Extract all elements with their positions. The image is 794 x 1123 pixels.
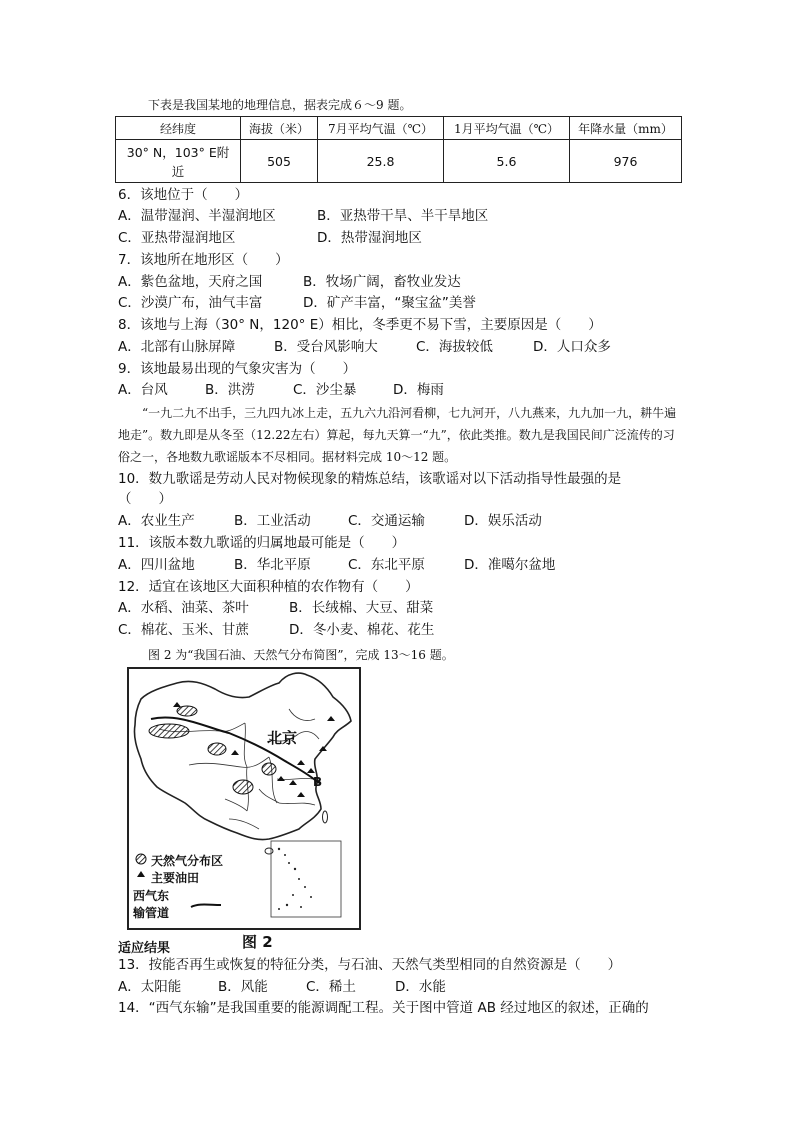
legend-pipe-line1: 西气东 [133, 889, 170, 903]
q8-stem: 8．该地与上海（30° N，120° E）相比，冬季更不易下雪，主要原因是（ ） [118, 317, 602, 333]
q10-option-c: C．交通运输 [348, 513, 425, 529]
south-sea-inset [271, 841, 341, 917]
q7-stem: 7．该地所在地形区（ ） [118, 252, 289, 268]
q6-stem: 6．该地位于（ ） [118, 187, 249, 203]
coord-line-2: 近 [171, 164, 185, 179]
q13-stem: 13．按能否再生或恢复的特征分类，与石油、天然气类型相同的自然资源是（ ） [118, 957, 622, 973]
q10-stem: 10．数九歌谣是劳动人民对物候现象的精炼总结，该歌谣对以下活动指导性最强的是 [118, 471, 622, 487]
legend-gas-symbol [136, 854, 146, 864]
legend-oil-symbol [137, 871, 145, 877]
q11-option-b: B．华北平原 [234, 557, 311, 573]
header-coordinates: 经纬度 [116, 117, 241, 140]
q12-stem: 12．适宜在该地区大面积种植的农作物有（ ） [118, 579, 419, 595]
passage-shujiu [118, 402, 678, 468]
table-header-row [116, 117, 682, 140]
header-elevation: 海拔（米） [241, 117, 318, 140]
q11-option-d: D．准噶尔盆地 [464, 557, 556, 573]
q10-option-d: D．娱乐活动 [464, 513, 542, 529]
q8-option-b: B．受台风影响大 [274, 339, 378, 355]
label-b: B [313, 775, 323, 789]
cell-precipitation: 976 [570, 140, 682, 183]
gas-area-qaidam [208, 743, 226, 755]
q13-option-a: A．太阳能 [118, 979, 182, 995]
legend-pipe-line2: 输管道 [133, 906, 170, 920]
q13-option-c: C．稀土 [306, 979, 356, 995]
gas-area-tarim [149, 724, 189, 738]
legend-pipe-symbol [191, 905, 221, 908]
label-beijing: 北京 [267, 729, 298, 747]
coord-line-1: 30° N，103° E附 [126, 145, 230, 160]
q11-option-a: A．四川盆地 [118, 557, 195, 573]
cell-jan-temp: 5.6 [444, 140, 570, 183]
q13-option-b: B．风能 [218, 979, 268, 995]
q6-option-b: B．亚热带干旱、半干旱地区 [317, 208, 489, 224]
q7-option-d: D．矿产丰富，“聚宝盆”美誉 [303, 295, 476, 311]
q7-option-b: B．牧场广阔，畜牧业发达 [303, 274, 461, 290]
legend-oil: 主要油田 [151, 871, 200, 885]
hainan-island [265, 848, 273, 854]
passage-text: “一九二九不出手，三九四九冰上走，五九六九沿河看柳，七九河开，八九燕来，九九加一九，耕牛遍地走”。数九即是从冬至（12.22左右）算起，每九天算一“九”，依此类推。数九是我国民间广泛流传的习俗之一，各地数九歌谣版本不尽相同。据材料完成 10～12 题。 [118, 406, 677, 464]
q6-option-d: D．热带湿润地区 [317, 230, 422, 246]
header-july-temp: 7月平均气温（℃） [318, 117, 444, 140]
q9-option-b: B．洪涝 [205, 382, 255, 398]
q9-option-a: A．台风 [118, 382, 168, 398]
q10-option-b: B．工业活动 [234, 513, 311, 529]
section-intro-6-9: 下表是我国某地的地理信息，据表完成６～9 题。 [148, 98, 412, 112]
table-row [116, 140, 682, 183]
cell-coordinates [116, 140, 241, 183]
cutoff-text: 适应结果 [118, 941, 171, 956]
q6-option-a: A．温带湿润、半湿润地区 [118, 208, 276, 224]
q8-option-c: C．海拔较低 [416, 339, 493, 355]
q10-option-a: A．农业生产 [118, 513, 195, 529]
q14-stem: 14．“西气东输”是我国重要的能源调配工程。关于图中管道 AB 经过地区的叙述，正确的 [118, 1000, 649, 1016]
cell-july-temp: 25.8 [318, 140, 444, 183]
q12-option-b: B．长绒棉、大豆、甜菜 [289, 600, 434, 616]
geo-info-table [115, 116, 682, 183]
header-precipitation: 年降水量（mm） [570, 117, 682, 140]
header-jan-temp: 1月平均气温（℃） [444, 117, 570, 140]
q10-stem-blank: （ ） [118, 491, 172, 507]
q9-option-c: C．沙尘暴 [293, 382, 357, 398]
oil-gas-map [127, 667, 361, 930]
q12-option-d: D．冬小麦、棉花、花生 [289, 622, 435, 638]
taiwan-island [323, 811, 328, 823]
q6-option-c: C．亚热带湿润地区 [118, 230, 236, 246]
gas-area-junggar [177, 706, 197, 716]
legend-gas: 天然气分布区 [151, 854, 224, 868]
q7-option-a: A．紫色盆地，天府之国 [118, 274, 263, 290]
q9-option-d: D．梅雨 [393, 382, 444, 398]
china-outline [134, 673, 351, 839]
gas-area-ordos [262, 763, 276, 775]
cell-elevation: 505 [241, 140, 318, 183]
section-intro-13-16: 图 2 为“我国石油、天然气分布简图”，完成 13～16 题。 [148, 648, 454, 662]
q11-option-c: C．东北平原 [348, 557, 425, 573]
q8-option-d: D．人口众多 [533, 339, 611, 355]
q13-option-d: D．水能 [395, 979, 446, 995]
figure-caption: 图 2 [242, 933, 273, 951]
q8-option-a: A．北部有山脉屏障 [118, 339, 236, 355]
gas-area-sichuan [233, 780, 253, 794]
q12-option-a: A．水稻、油菜、茶叶 [118, 600, 249, 616]
q9-stem: 9．该地最易出现的气象灾害为（ ） [118, 361, 357, 377]
q12-option-c: C．棉花、玉米、甘蔗 [118, 622, 249, 638]
q11-stem: 11．该版本数九歌谣的归属地最可能是（ ） [118, 535, 406, 551]
q7-option-c: C．沙漠广布，油气丰富 [118, 295, 263, 311]
